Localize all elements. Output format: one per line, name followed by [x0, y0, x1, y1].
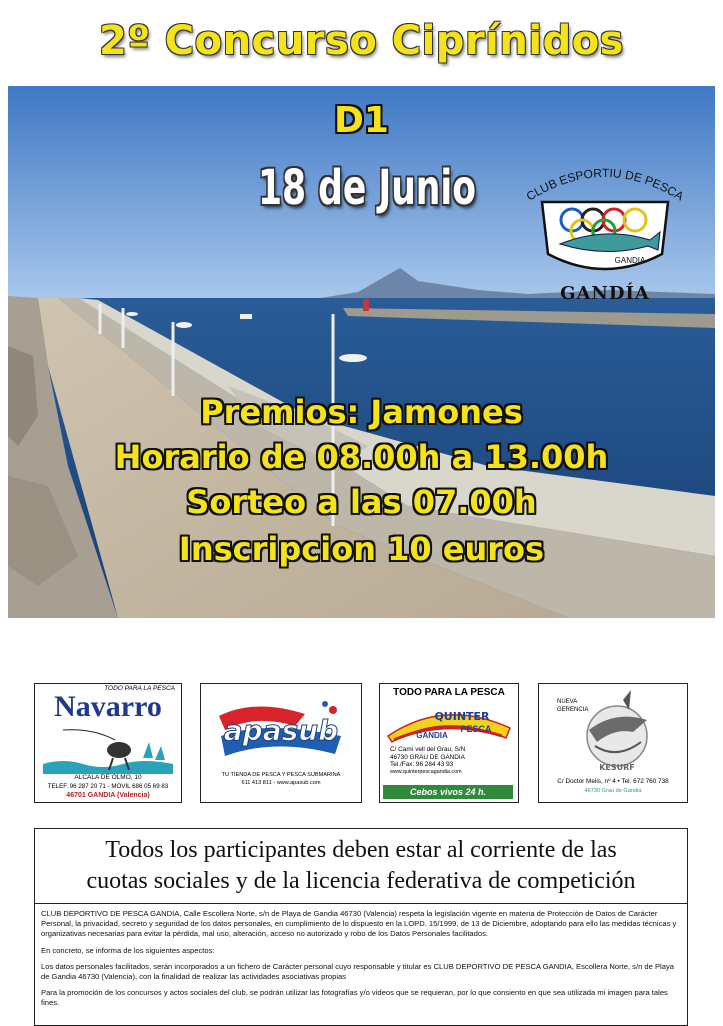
schedule-line: Horario de 08.00h a 13.00h — [114, 438, 609, 476]
prizes-line: Premios: Jamones — [200, 393, 523, 431]
club-arc-text: CLUB ESPORTIU DE PESCA — [523, 165, 687, 204]
quinter-brand-top: QUINTER — [434, 710, 490, 723]
sponsor-navarro — [34, 683, 182, 803]
privacy-paragraph: En concreto, se informa de los siguientes aspectos: — [41, 945, 215, 955]
navarro-phone: TELEF. 96 287 20 71 - MOVIL 686 05 69 83 — [47, 783, 169, 790]
quinter-phone: Tel./Fax: 96 284 43 93 — [390, 761, 454, 769]
quinter-contact-block — [390, 746, 514, 776]
quinter-brand-right: PESCA — [460, 724, 492, 734]
notice-divider — [35, 903, 687, 904]
privacy-paragraph: Los datos personales facilitados, serán incorporados a un fichero de Carácter personal cuyo responsable y titular es CLUB DEPORTIVO DE PESCA GANDIA, Escollera Norte, s/n de Playa de Gandia 46730 (Valencia), con la finalidad de realizar las actividades asociativas propias — [41, 961, 674, 982]
apasub-logo-text: apasub — [223, 714, 339, 747]
quinter-logo-icon — [384, 702, 514, 744]
poster-title: 2º Concurso Ciprínidos — [98, 18, 624, 64]
quinter-tagline: TODO PARA LA PESCA — [393, 687, 505, 698]
event-date: 18 de Junio — [258, 160, 476, 216]
registration-line: Inscripcion 10 euros — [178, 530, 545, 568]
quinter-address: C/ Camí vell del Grau, S/N — [390, 746, 466, 753]
navarro-name: Navarro — [54, 690, 162, 723]
draw-line: Sorteo a las 07.00h — [186, 483, 537, 521]
privacy-paragraph: CLUB DEPORTIVO DE PESCA GANDIA, Calle Escollera Norte, s/n de Playa de Gandia 46730 (Valencia) respeta la legislación vigente en materia de Protección de Datos de Carácter Personal, la privacidad, secreto y seguridad de los datos personales, en cumplimiento de lo dispuesto en la LOPD. 15/1999, de 13 de Diciembre, adoptando para ello las medidas técnicas y organizativas necesarias para evitar la pérdida, mal uso, alteración, acceso no autorizado y robo de los Datos Personales facilitados. — [41, 909, 677, 939]
sponsor-apasub — [200, 683, 362, 803]
sponsor-quinter — [379, 683, 519, 803]
apasub-tagline: TU TIENDA DE PESCA Y PESCA SUBMARINA — [221, 772, 341, 778]
club-logo — [520, 162, 690, 302]
notice-title — [35, 835, 687, 897]
kesurf-note-line1: NUEVA — [557, 699, 578, 705]
kesurf-city: 46730 Grau de Gandia — [584, 788, 642, 794]
notice-title-line2: cuotas sociales y de la licencia federativa de competición — [86, 868, 636, 894]
navarro-tagline: TODO PARA LA PESCA — [104, 685, 175, 692]
kesurf-logo-text: KESURF — [599, 763, 635, 772]
apasub-contact: 611 413 811 - www.apasub.com — [241, 780, 321, 786]
participants-notice — [34, 828, 688, 1026]
club-crest-text: GANDIA — [614, 256, 646, 265]
quinter-banner: Cebos vivos 24 h. — [383, 785, 513, 799]
division-label: D1 — [334, 100, 389, 141]
apasub-logo-icon — [215, 696, 347, 764]
navarro-city: 46701 GANDIA (Valencia) — [66, 792, 150, 799]
shark-logo-icon — [575, 690, 659, 772]
fisherman-icon — [43, 728, 173, 774]
quinter-web: www.quinterpescagandia.com — [390, 768, 462, 775]
quinter-brand-left: GANDIA — [416, 731, 448, 740]
privacy-paragraph: Para la promoción de los concursos y actos sociales del club, se podrán utilizar las fotografías y/o videos que se requieran, por lo que consiento en que sea utilizada mi imagen para tales fines. — [41, 988, 668, 1008]
quinter-city: 46730 GRAU DE GANDIA — [390, 753, 465, 761]
sponsor-kesurf — [538, 683, 688, 803]
notice-title-line1: Todos los participantes deben estar al corriente de las — [105, 837, 617, 863]
club-name: GANDÍA — [560, 283, 650, 304]
kesurf-note-line2: GERENCIA — [557, 707, 589, 713]
navarro-address: ALCALA DE OLMO, 10 — [74, 774, 142, 781]
kesurf-address: C/ Doctor Melis, nº 4 • Tel. 672 760 738 — [557, 778, 669, 785]
privacy-text — [41, 909, 681, 1015]
